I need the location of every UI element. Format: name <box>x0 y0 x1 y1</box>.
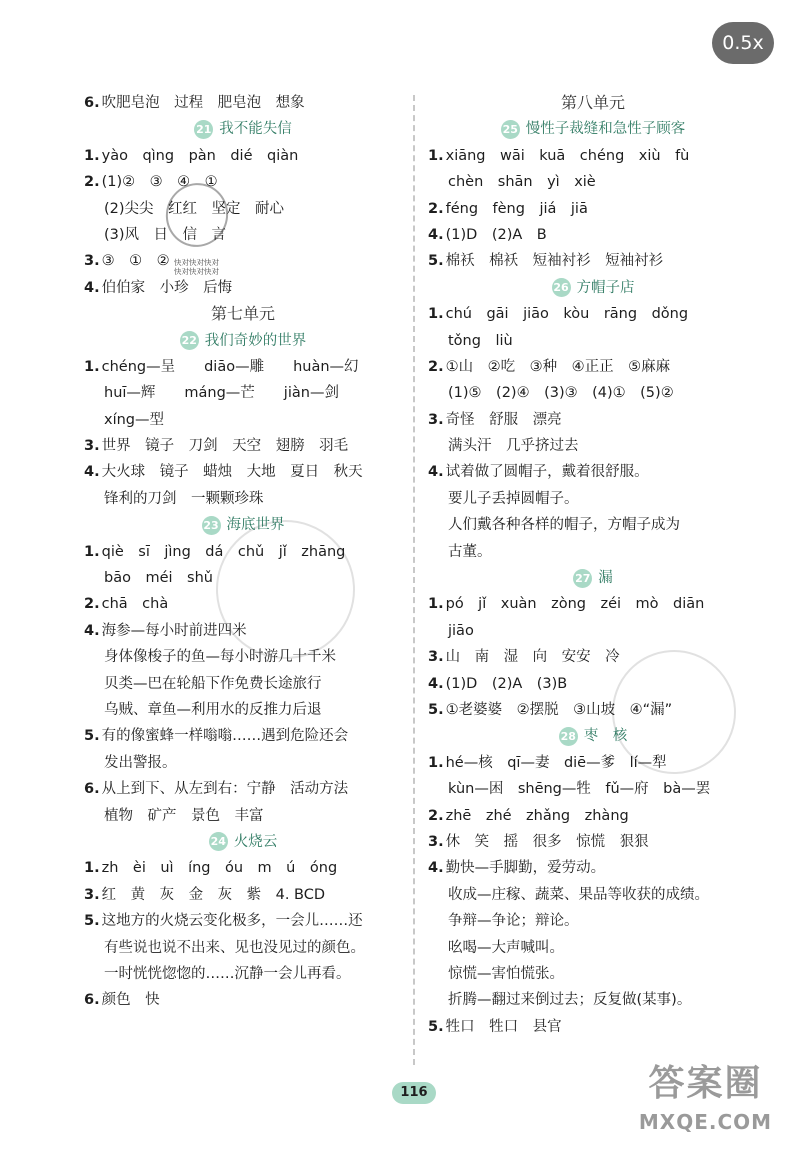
lesson-heading <box>428 116 758 142</box>
answer-line <box>84 143 402 169</box>
question-number: 4. <box>428 226 444 243</box>
answer-line <box>428 697 758 723</box>
lesson-heading <box>428 723 758 749</box>
lesson-number-badge: 22 <box>180 331 199 350</box>
answer-line <box>84 987 402 1013</box>
left-answer-column <box>84 90 402 1014</box>
answer-text: 世界 镜子 刀剑 天空 翅膀 羽毛 <box>101 438 349 455</box>
answer-continuation: 贝类—巴在轮船下作免费长途旅行 <box>104 675 322 692</box>
answer-line <box>84 908 402 934</box>
answer-line <box>428 459 758 485</box>
question-number: 3. <box>428 833 444 850</box>
answer-line <box>428 407 758 433</box>
question-number: 4. <box>428 860 444 877</box>
answer-continuation: 一时恍恍惚惚的……沉静一会儿再看。 <box>104 965 351 982</box>
answer-text: (1)② ③ ④ ① <box>101 174 218 191</box>
answer-continuation: 收成—庄稼、蔬菜、果品等收获的成绩。 <box>448 886 709 903</box>
answer-text: chā chà <box>101 596 169 613</box>
answer-continuation: huī—辉 máng—芒 jiàn—剑 <box>104 385 339 402</box>
watermark-url: MXQE.COM <box>638 1110 773 1134</box>
answer-line <box>428 644 758 670</box>
question-number: 3. <box>84 438 100 455</box>
answer-continuation: 乌贼、章鱼—利用水的反推力后退 <box>104 701 322 718</box>
question-number: 4. <box>84 279 100 296</box>
answer-continuation: 要儿子丢掉圆帽子。 <box>448 490 579 507</box>
question-number: 4. <box>428 464 444 481</box>
answer-line <box>84 433 402 459</box>
question-number: 5. <box>428 1018 444 1035</box>
answer-line <box>84 90 402 116</box>
answer-text: 勤快—手脚勤，爱劳动。 <box>445 860 606 877</box>
question-number: 1. <box>84 147 100 164</box>
answer-continuation: 争辩—争论；辩论。 <box>448 913 579 930</box>
answer-continuation: 有些说也说不出来、见也没见过的颜色。 <box>104 939 365 956</box>
question-number: 5. <box>428 253 444 270</box>
answer-continuation: xíng—型 <box>104 411 165 428</box>
answer-text: 伯伯家 小珍 后悔 <box>101 279 233 296</box>
answer-line <box>428 1014 758 1040</box>
answer-text: (1)D (2)A (3)B <box>445 675 568 692</box>
lesson-title: 我不能失信 <box>219 121 292 138</box>
answer-continuation: 身体像梭子的鱼—每小时游几十千米 <box>104 649 336 666</box>
answer-line <box>428 143 758 169</box>
lesson-number-badge: 21 <box>194 120 213 139</box>
answer-text: 红 黄 灰 金 灰 紫 4. BCD <box>101 886 326 903</box>
answer-text: 山 南 湿 向 安安 冷 <box>445 649 620 666</box>
answer-continuation: 发出警报。 <box>104 754 177 771</box>
answer-line <box>428 829 758 855</box>
answer-continuation: 满头汗 几乎挤过去 <box>448 438 579 455</box>
question-number: 1. <box>428 147 444 164</box>
lesson-title: 漏 <box>598 570 613 587</box>
answer-line <box>428 222 758 248</box>
question-number: 2. <box>428 807 444 824</box>
answer-text: chú gāi jiāo kòu rāng dǒng <box>445 306 689 323</box>
answer-text: ①山 ②吃 ③种 ④正正 ⑤麻麻 <box>445 358 671 375</box>
answer-continuation: 锋利的刀剑 一颗颗珍珠 <box>104 490 264 507</box>
question-number: 4. <box>84 464 100 481</box>
lesson-heading <box>84 328 402 354</box>
question-number: 3. <box>428 411 444 428</box>
lesson-heading <box>428 275 758 301</box>
answer-text: chéng—呈 diāo—雕 huàn—幻 <box>101 358 359 375</box>
question-number: 1. <box>84 860 100 877</box>
lesson-number-badge: 24 <box>209 832 228 851</box>
answer-line <box>84 459 402 485</box>
answer-continuation: tǒng liù <box>448 332 513 349</box>
answer-text: 大火球 镜子 蜡烛 大地 夏日 秋天 <box>101 464 363 481</box>
unit-heading: 第七单元 <box>210 304 275 324</box>
page-number: 116 <box>392 1082 436 1104</box>
column-divider <box>413 95 415 1065</box>
site-watermark <box>618 1060 793 1150</box>
question-number: 1. <box>428 306 444 323</box>
answer-text: yào qìng pàn dié qiàn <box>101 147 299 164</box>
answer-text: ①老婆婆 ②摆脱 ③山坡 ④“漏” <box>445 701 673 718</box>
answer-text: 吹肥皂泡 过程 肥皂泡 想象 <box>101 95 305 111</box>
answer-text: féng fèng jiá jiā <box>445 200 588 217</box>
answer-line <box>84 882 402 908</box>
answer-line <box>84 275 402 301</box>
question-number: 4. <box>84 622 100 639</box>
answer-line <box>428 248 758 274</box>
answer-line <box>428 301 758 327</box>
question-number: 2. <box>428 200 444 217</box>
question-number: 1. <box>84 543 100 560</box>
lesson-heading <box>84 829 402 855</box>
answer-line <box>84 354 402 380</box>
answer-text: hé—核 qī—妻 diē—爹 lí—犁 <box>445 754 667 771</box>
question-number: 3. <box>84 886 100 903</box>
lesson-title: 方帽子店 <box>576 279 635 296</box>
answer-text: 牲口 牲口 县官 <box>445 1018 562 1035</box>
question-number: 5. <box>428 701 444 718</box>
answer-line <box>84 539 402 565</box>
lesson-number-badge: 25 <box>501 120 520 139</box>
question-number: 1. <box>428 596 444 613</box>
question-number: 2. <box>84 174 100 191</box>
question-number: 1. <box>84 358 100 375</box>
answer-line <box>84 591 402 617</box>
answer-text: ③ ① ② <box>101 253 170 270</box>
lesson-title: 枣 核 <box>583 728 628 745</box>
answer-text: pó jǐ xuàn zòng zéi mò diān <box>445 596 705 613</box>
lesson-title: 慢性子裁缝和急性子顾客 <box>525 121 686 138</box>
answer-line <box>84 855 402 881</box>
question-number: 2. <box>84 596 100 613</box>
lesson-heading <box>84 512 402 538</box>
answer-text: 从上到下、从左到右：宁静 活动方法 <box>101 781 349 798</box>
answer-continuation: 古董。 <box>448 543 492 560</box>
answer-line <box>428 591 758 617</box>
lesson-number-badge: 27 <box>573 569 592 588</box>
answer-line <box>84 169 402 195</box>
answer-text: 颜色 快 <box>101 992 160 1009</box>
answer-line <box>428 354 758 380</box>
answer-line <box>84 618 402 644</box>
answer-text: (1)D (2)A B <box>445 226 547 243</box>
lesson-title: 火烧云 <box>233 833 278 850</box>
answer-continuation: (3)风 日 信 言 <box>104 226 227 243</box>
answer-text: 有的像蜜蜂一样嗡嗡……遇到危险还会 <box>101 728 349 745</box>
watermark-logo: 答案圈 <box>648 1063 763 1104</box>
question-number: 5. <box>84 728 100 745</box>
answer-line <box>428 803 758 829</box>
answer-text: 奇怪 舒服 漂亮 <box>445 411 562 428</box>
answer-continuation: 吆喝—大声喊叫。 <box>448 939 564 956</box>
lesson-number-badge: 28 <box>559 727 578 746</box>
question-number: 3. <box>84 253 100 270</box>
lesson-heading <box>84 116 402 142</box>
answer-line <box>428 671 758 697</box>
question-number: 3. <box>428 649 444 666</box>
question-number: 6. <box>84 781 100 798</box>
answer-text: zhē zhé zhǎng zhàng <box>445 807 629 824</box>
question-number: 6. <box>84 95 100 111</box>
answer-line <box>84 248 402 274</box>
answer-text: 海参—每小时前进四米 <box>101 622 247 639</box>
answer-continuation: jiāo <box>448 622 474 639</box>
lesson-number-badge: 23 <box>202 516 221 535</box>
answer-text: 试着做了圆帽子，戴着很舒服。 <box>445 464 649 481</box>
playback-speed-badge[interactable]: 0.5x <box>712 22 774 64</box>
answer-line <box>428 750 758 776</box>
answer-continuation: chèn shān yì xiè <box>448 174 596 191</box>
answer-continuation: kùn—困 shēng—牲 fǔ—府 bà—罢 <box>448 781 711 798</box>
lesson-title: 我们奇妙的世界 <box>204 332 307 349</box>
answer-continuation: (1)⑤ (2)④ (3)③ (4)① (5)② <box>448 385 674 402</box>
unit-heading: 第八单元 <box>560 93 625 112</box>
question-number: 2. <box>428 358 444 375</box>
answer-continuation: 惊慌—害怕慌张。 <box>448 965 564 982</box>
right-answer-column <box>428 90 758 1040</box>
answer-line <box>84 723 402 749</box>
answer-text: 休 笑 摇 很多 惊慌 狠狠 <box>445 833 649 850</box>
lesson-title: 海底世界 <box>226 517 285 534</box>
answer-text: 棉袄 棉袄 短袖衬衫 短袖衬衫 <box>445 253 664 270</box>
lesson-heading <box>428 565 758 591</box>
question-number: 6. <box>84 992 100 1009</box>
handwritten-note: 快对快对快对 快对快对快对 <box>174 258 219 276</box>
answer-text: 这地方的火烧云变化极多，一会儿……还 <box>101 913 363 930</box>
answer-text: qiè sī jìng dá chǔ jǐ zhāng <box>101 543 346 560</box>
answer-continuation: 人们戴各种各样的帽子，方帽子成为 <box>448 517 680 534</box>
answer-continuation: 折腾—翻过来倒过去；反复做(某事)。 <box>448 992 692 1009</box>
answer-continuation: 植物 矿产 景色 丰富 <box>104 807 264 824</box>
answer-line <box>428 196 758 222</box>
answer-text: zh èi uì íng óu m ú óng <box>101 860 338 877</box>
answer-continuation: bāo méi shǔ <box>104 570 213 587</box>
question-number: 4. <box>428 675 444 692</box>
answer-continuation: (2)尖尖 红红 坚定 耐心 <box>104 200 285 217</box>
answer-line <box>84 776 402 802</box>
answer-text: xiāng wāi kuā chéng xiù fù <box>445 147 690 164</box>
lesson-number-badge: 26 <box>552 278 571 297</box>
answer-line <box>428 855 758 881</box>
question-number: 1. <box>428 754 444 771</box>
question-number: 5. <box>84 913 100 930</box>
